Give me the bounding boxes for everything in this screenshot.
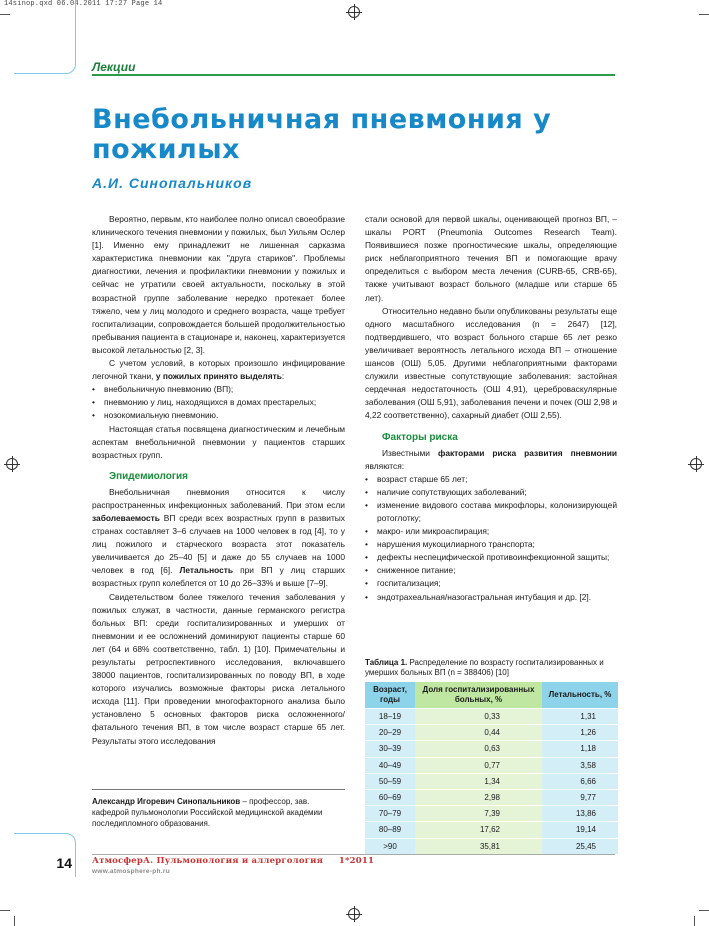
cell-hospitalized: 7,39 (415, 806, 542, 822)
page-number: 14 (56, 855, 72, 871)
section-rule (92, 74, 615, 76)
crop-mark (699, 14, 709, 15)
registration-mark-right (688, 456, 704, 472)
cell-hospitalized: 1,34 (415, 773, 542, 789)
cell-mortality: 1,31 (542, 709, 618, 725)
registration-mark-left (4, 456, 20, 472)
cell-mortality: 6,66 (542, 773, 618, 789)
cell-age: 50–59 (365, 773, 415, 789)
table-row (365, 725, 618, 741)
list-item: • госпитализация; (365, 577, 617, 590)
table-row (365, 790, 618, 806)
right-column (365, 213, 617, 604)
journal-name: АтмосферА. Пульмонология и аллергология 1*2011 (92, 856, 375, 866)
cell-mortality: 1,26 (542, 725, 618, 741)
paragraph: Вероятно, первым, кто наиболее полно описал своеобразие клинического течения пневмонии у пожилых, был Уильям Ослер [1]. Именно ему принадлежит не лишенная сарказма характеристика пневмонии как "друга стариков". Проблемы диагностики, лечения и профилактики пневмонии у пожилых и сейчас не утратили своей актуальности, поскольку в этой возрастной группе заболевание нередко протекает более тяжело, чем у лиц молодого и среднего возраста, чаще требует госпитализации, сопровождается большей продолжительностью пребывания пациента в стационаре и, наконец, характеризуется высокой летальностью [2, 3]. (92, 214, 345, 355)
table-row (365, 741, 618, 757)
journal-website: www.atmosphere-ph.ru (92, 868, 170, 875)
cell-age: 60–69 (365, 790, 415, 806)
section-label: Лекции (92, 60, 136, 74)
footer-rule (92, 854, 615, 855)
crop-mark (14, 916, 15, 926)
list-item: • наличие сопутствующих заболеваний; (365, 486, 617, 499)
heading-epidemiology: Эпидемиология (109, 470, 188, 482)
crop-mark (0, 910, 10, 911)
crop-mark (694, 916, 695, 926)
paragraph: стали основой для первой шкалы, оценивающей прогноз ВП, – шкалы PORT (Pneumonia Outcomes Research Team). Появившиеся позже прогностические шкалы, определяющие риск неблагоприятного течения ВП и помогающие врачу определиться с выбором места лечения (CURB-65, CRB-65), также учитывают возраст больного (младше или старше 65 лет). (365, 214, 617, 303)
paragraph: Относительно недавно были опубликованы результаты еще одного масштабного исследования (n = 2647) [12], подтвердившего, что возраст больного старше 65 лет резко увеличивает вероятность летального исхода ВП – отношение шансов (ОШ) 5,05. Другими неблагоприятными факторами служили известные сопутствующие заболевания: застойная сердечная недостаточность (ОШ 4,91), цереброваскулярные заболевания (ОШ 5,91), заболевания печени и почек (ОШ 2,98 и 4,22 соответственно), сахарный диабет (ОШ 2,55). (365, 305, 617, 421)
cell-hospitalized: 0,33 (415, 709, 542, 725)
cell-hospitalized: 35,81 (415, 838, 542, 854)
cell-age: 30–39 (365, 741, 415, 757)
cell-age: 80–89 (365, 822, 415, 838)
crop-mark (0, 14, 10, 15)
table-row (365, 757, 618, 773)
age-distribution-table (365, 682, 618, 855)
paragraph: С учетом условий, в которых произошло инфицирование легочной ткани, у пожилых принято выделять: (92, 358, 345, 382)
cell-age: 70–79 (365, 806, 415, 822)
risk-factors-list (365, 473, 617, 604)
cell-hospitalized: 0,77 (415, 757, 542, 773)
paragraph: Настоящая статья посвящена диагностическим и лечебным аспектам внебольничной пневмонии у пациентов старших возрастных групп. (92, 423, 345, 460)
table-caption: Таблица 1. Распределение по возрасту госпитализированных и умерших больных ВП (n = 388406) [10] (365, 658, 604, 677)
table-header-row (365, 682, 618, 709)
table-row (365, 822, 618, 838)
cell-hospitalized: 0,44 (415, 725, 542, 741)
paragraph: Известными факторами риска развития пневмонии являются: (365, 447, 617, 471)
pneumonia-types-list (92, 383, 345, 422)
list-item: • сниженное питание; (365, 564, 617, 577)
list-item: • дефекты неспецифической противоинфекционной защиты; (365, 551, 617, 564)
header-corner-frame (14, 0, 76, 74)
cell-mortality: 13,86 (542, 806, 618, 822)
list-item: • возраст старше 65 лет; (365, 473, 617, 486)
table-row (365, 838, 618, 854)
list-item: • изменение видового состава микрофлоры, колонизирующей ротоглотку; (365, 499, 617, 525)
list-item: • нозокомиальную пневмонию. (92, 409, 345, 422)
registration-mark-top (346, 4, 362, 20)
heading-risk-factors: Факторы риска (382, 431, 458, 443)
article-author: А.И. Синопальников (92, 175, 253, 191)
left-column (92, 213, 345, 748)
list-item: • макро- или микроаспирация; (365, 525, 617, 538)
cell-mortality: 1,18 (542, 741, 618, 757)
cell-age: 18–19 (365, 709, 415, 725)
cell-hospitalized: 2,98 (415, 790, 542, 806)
article-title: Внебольничная пневмония у пожилых (92, 104, 552, 165)
paragraph: Свидетельством более тяжелого течения заболевания у пожилых служат, в частности, данные германского регистра больных ВП: среди госпитализированных и умерших от пневмонии и ее осложнений доминируют пациенты старше 60 лет (64 и 68% соответственно, табл. 1) [10]. Примечательны и результаты ретроспективного исследования, включавшего 38000 пациентов, госпитализированных по поводу ВП, в ходе которого изучались возможные факторы риска летального исхода [11]. При проведении многофакторного анализа было установлено 5 основных факторов риска осложненного/фатального течения ВП, в том числе возраст старше 65 лет. Результаты этого исследования (92, 591, 345, 746)
author-bio: Александр Игоревич Синопальников – профессор, зав. кафедрой пульмонологии Российской медицинской академии последипломного образования. (92, 789, 345, 829)
cell-mortality: 25,45 (542, 838, 618, 854)
cell-mortality: 3,58 (542, 757, 618, 773)
table-row (365, 773, 618, 789)
column-header-mortality: Летальность, % (542, 682, 618, 709)
cell-age: >90 (365, 838, 415, 854)
list-item: • эндотрахеальная/назогастральная интубация и др. [2]. (365, 591, 617, 604)
list-item: • пневмонию у лиц, находящихся в домах престарелых; (92, 396, 345, 409)
cell-mortality: 9,77 (542, 790, 618, 806)
column-header-hospitalized: Доля госпитализированных больных, % (415, 682, 542, 709)
crop-mark (699, 910, 709, 911)
cell-age: 40–49 (365, 757, 415, 773)
table-row (365, 709, 618, 725)
cell-age: 20–29 (365, 725, 415, 741)
table-row (365, 806, 618, 822)
print-slug: 14sinop.qxd 06.04.2011 17:27 Page 14 (4, 0, 163, 8)
cell-hospitalized: 17,62 (415, 822, 542, 838)
cell-mortality: 19,14 (542, 822, 618, 838)
column-header-age: Возраст, годы (365, 682, 415, 709)
list-item: • внебольничную пневмонию (ВП); (92, 383, 345, 396)
list-item: • нарушения мукоцилиарного транспорта; (365, 538, 617, 551)
paragraph: Внебольничная пневмония относится к числу распространенных инфекционных заболеваний. При этом если заболеваемость ВП среди всех возрастных групп в развитых странах составляет 3–6 случаев на 1000 человек в год [4], то у лиц пожилого и старческого возраста этот показатель увеличивается до 25–40 [5] и даже до 55 случаев на 1000 человек в год [6]. Летальность при ВП у лиц старших возрастных групп колеблется от 10 до 26–33% и выше [7–9]. (92, 486, 345, 589)
cell-hospitalized: 0,63 (415, 741, 542, 757)
registration-mark-bottom (346, 906, 362, 922)
